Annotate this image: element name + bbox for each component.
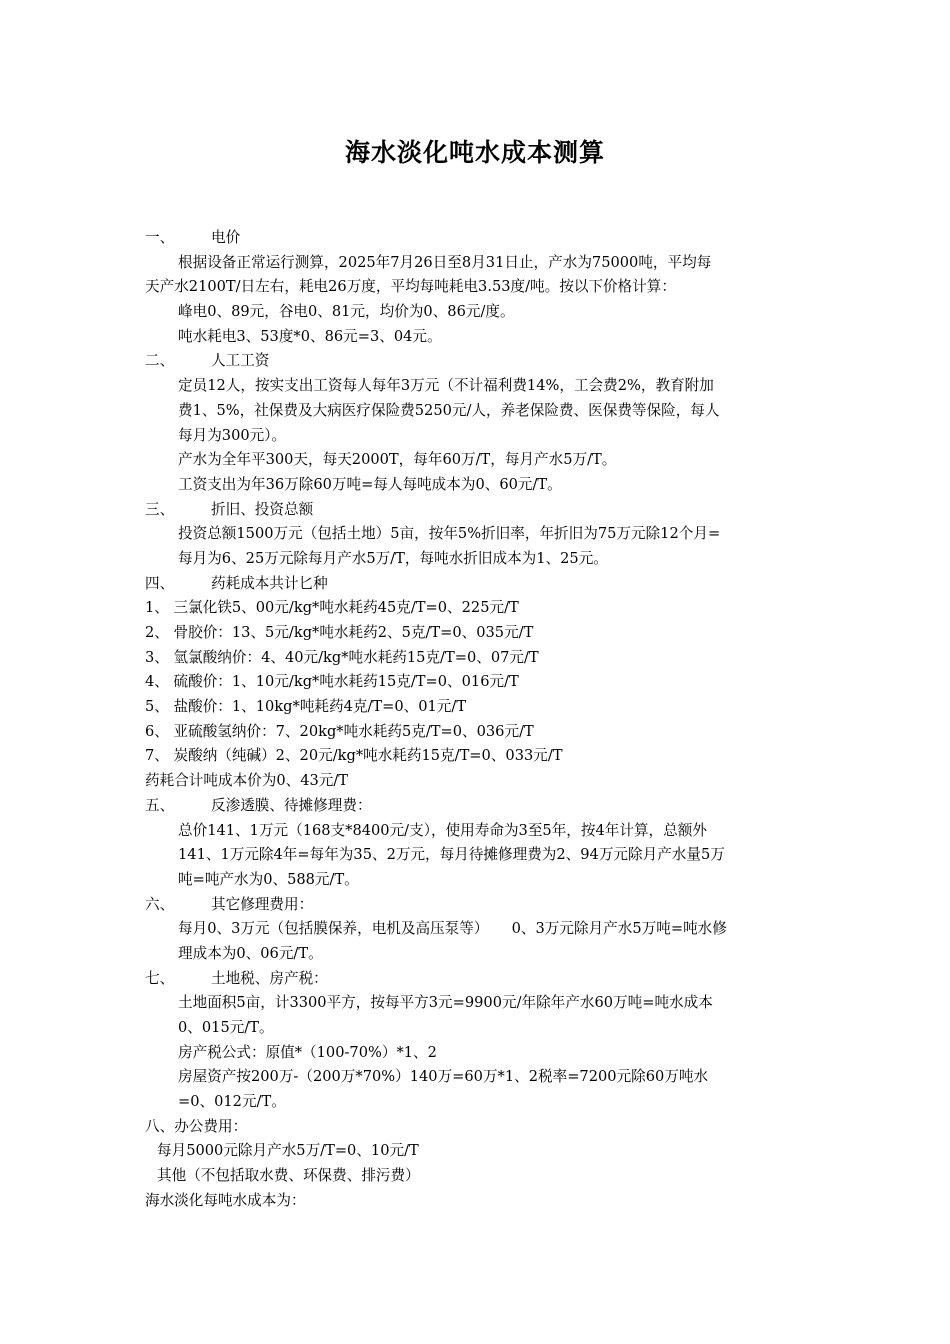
document-body bbox=[145, 226, 810, 1214]
paragraph-line: 141、1万元除4年=每年为35、2万元，每月待摊修理费为2、94万元除月产水量5万 bbox=[178, 846, 725, 864]
paragraph-line: 吨=吨产水为0、588元/T。 bbox=[178, 870, 359, 888]
section-heading-6 bbox=[145, 893, 810, 918]
section-title: 电价 bbox=[211, 229, 241, 246]
section-heading-5 bbox=[145, 794, 810, 819]
paragraph-line: 吨水耗电3、53度*0、86元=3、04元。 bbox=[178, 327, 442, 345]
paragraph-line: 理成本为0、06元/T。 bbox=[178, 944, 323, 962]
section-title: 其它修理费用： bbox=[211, 895, 314, 913]
paragraph-line: 土地面积5亩，计3300平方，按每平方3元=9900元/年除年产水60万吨=吨水成本 bbox=[178, 994, 713, 1012]
section-heading-7 bbox=[145, 967, 810, 992]
paragraph-line: 工资支出为年36万除60万吨=每人每吨成本为0、60元/T。 bbox=[178, 475, 562, 493]
chemical-item: 7、 炭酸纳（纯碱）2、20元/kg*吨水耗药15克/T=0、033元/T bbox=[145, 747, 563, 765]
section-title: 折旧、投资总额 bbox=[211, 500, 314, 518]
paragraph-line: 峰电0、89元，谷电0、81元，均价为0、86元/度。 bbox=[178, 303, 515, 321]
paragraph-line: 总价141、1万元（168支*8400元/支），使用寿命为3至5年，按4年计算，总额外 bbox=[178, 821, 707, 839]
paragraph-line: =0、012元/T。 bbox=[178, 1093, 286, 1111]
chemical-item: 2、 骨胶价：13、5元/kg*吨水耗药2、5克/T=0、035元/T bbox=[145, 624, 534, 641]
paragraph-line: 0、015元/T。 bbox=[178, 1019, 274, 1036]
section-number: 二、 bbox=[145, 352, 175, 370]
chemical-item: 3、 氫氯酸纳价：4、40元/kg*吨水耗药15克/T=0、07元/T bbox=[145, 648, 539, 666]
paragraph-line: 其他（不包括取水费、环保费、排污费） bbox=[157, 1167, 420, 1185]
paragraph-line: 产水为全年平300天，每天2000T，每年60万/T，每月产水5万/T。 bbox=[178, 451, 617, 469]
paragraph-line: 每月5000元除月产水5万/T=0、10元/T bbox=[157, 1142, 419, 1160]
section-heading-4 bbox=[145, 572, 810, 597]
section-number: 五、 bbox=[145, 796, 175, 814]
paragraph-line: 天产水2100T/日左右，耗电26万度，平均每吨耗电3.53度/吨。按以下价格计算： bbox=[145, 278, 676, 296]
final-line: 海水淡化每吨水成本为： bbox=[145, 1191, 306, 1209]
chemical-item: 6、 亚硫酸氢纳价：7、20kg*吨水耗药5克/T=0、036元/T bbox=[145, 722, 534, 740]
section-number: 七、 bbox=[145, 969, 175, 987]
paragraph-line: 费1、5%，社保费及大病医疗保险费5250元/人，养老保险费、医保费等保险，每人 bbox=[178, 401, 720, 419]
chemical-item: 1、 三氯化铁5、00元/kg*吨水耗药45克/T=0、225元/T bbox=[145, 599, 519, 617]
section-number: 三、 bbox=[145, 500, 175, 518]
section-title: 人工工资 bbox=[211, 352, 270, 370]
section-heading-1 bbox=[145, 226, 810, 251]
section-number: 四、 bbox=[145, 574, 175, 592]
chemical-total: 药耗合计吨成本价为0、43元/T bbox=[145, 772, 349, 790]
paragraph-line: 根据设备正常运行测算，2025年7月26日至8月31日止，产水为75000吨，平均每 bbox=[178, 253, 712, 271]
section-heading-8: 八、办公费用： bbox=[145, 1117, 248, 1135]
paragraph-line: 定员12人，按实支出工资每人每年3万元（不计福利费14%，工会费2%，教育附加 bbox=[178, 377, 714, 395]
paragraph-line: 每月为300元）。 bbox=[178, 426, 287, 444]
section-heading-3 bbox=[145, 498, 810, 523]
paragraph-line: 房产税公式：原值*（100-70%）*1、2 bbox=[178, 1043, 437, 1061]
paragraph-line: 每月为6、25万元除每月产水5万/T，每吨水折旧成本为1、25元。 bbox=[178, 549, 608, 567]
document-title: 海水淡化吨水成本测算 bbox=[344, 138, 605, 167]
paragraph-line: 投资总额1500万元（包括土地）5亩，按年5%折旧率，年折旧为75万元除12个月= bbox=[178, 525, 721, 543]
section-title: 药耗成本共计匕种 bbox=[211, 574, 328, 592]
section-title: 土地税、房产税： bbox=[211, 969, 328, 987]
section-heading-2 bbox=[145, 349, 810, 374]
section-number: 一、 bbox=[145, 229, 175, 246]
chemical-item: 5、 盐酸价：1、10kg*吨耗药4克/T=0、01元/T bbox=[145, 698, 467, 716]
paragraph-line: 每月0、3万元（包括膜保养，电机及高压泵等） 0、3万元除月产水5万吨=吨水修 bbox=[178, 920, 727, 938]
section-number: 六、 bbox=[145, 895, 175, 913]
paragraph-line: 房屋资产按200万-（200万*70%）140万=60万*1、2税率=7200元除60万吨水 bbox=[178, 1068, 709, 1086]
section-title: 反渗透膜、待摊修理费： bbox=[211, 796, 372, 814]
chemical-item: 4、 硫酸价：1、10元/kg*吨水耗药15克/T=0、016元/T bbox=[145, 673, 519, 691]
